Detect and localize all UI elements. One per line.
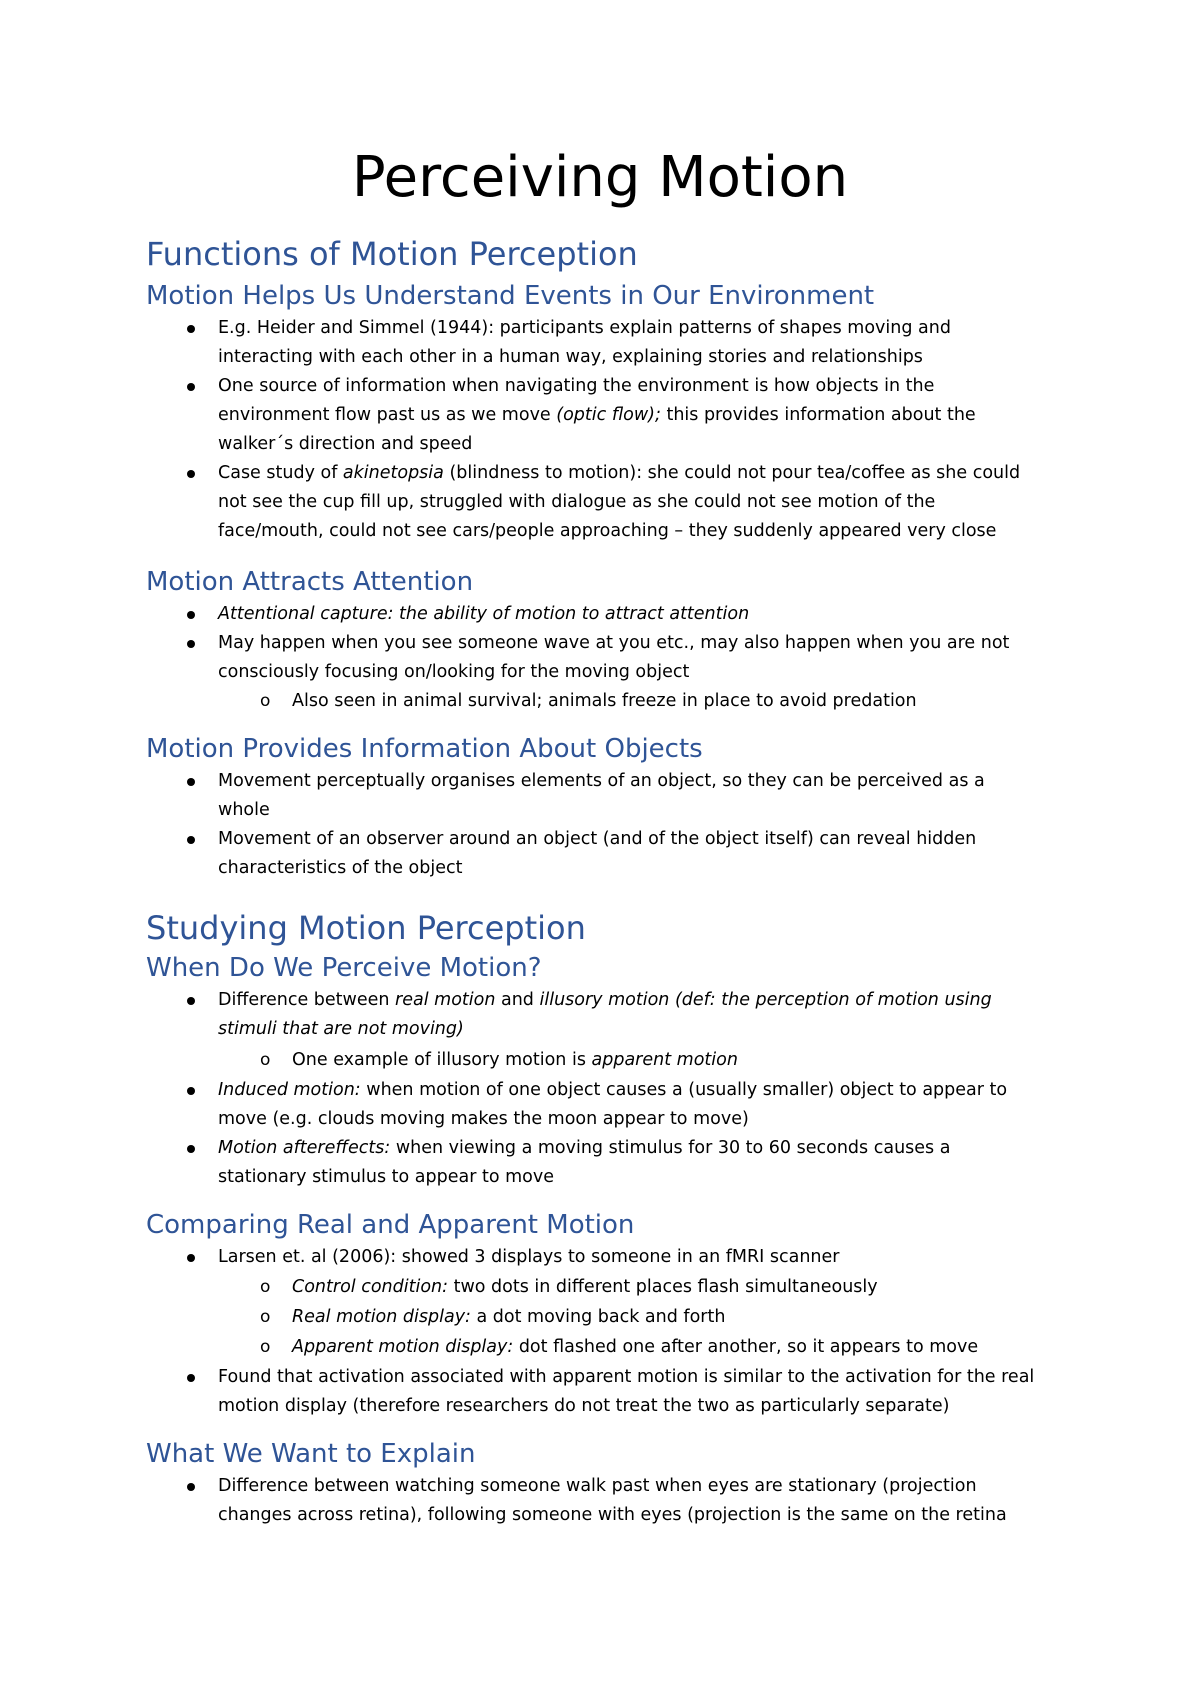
circle-bullet-icon: o bbox=[260, 1337, 271, 1357]
bullet-icon bbox=[187, 1374, 195, 1382]
subheading-what-we-want-to-explain: What We Want to Explain bbox=[146, 1439, 476, 1469]
sub-list-item: o Also seen in animal survival; animals freeze in place to avoid predation bbox=[292, 687, 917, 716]
bullet-icon bbox=[187, 1087, 195, 1095]
bullet-icon bbox=[187, 778, 195, 786]
list-item: E.g. Heider and Simmel (1944): participants explain patterns of shapes moving and interacting with each other in a human way, explaining stories and relationships bbox=[218, 314, 951, 372]
document-title: Perceiving Motion bbox=[351, 145, 849, 210]
circle-bullet-icon: o bbox=[260, 1050, 271, 1070]
subheading-motion-attracts-attention: Motion Attracts Attention bbox=[146, 567, 474, 597]
bullet-icon bbox=[187, 1145, 195, 1153]
subheading-comparing-real-and-apparent-motion: Comparing Real and Apparent Motion bbox=[146, 1210, 635, 1240]
sub-list-item: o Control condition: two dots in different places flash simultaneously bbox=[292, 1273, 878, 1302]
circle-bullet-icon: o bbox=[260, 691, 271, 711]
sub-list-item: o One example of illusory motion is apparent motion bbox=[292, 1046, 738, 1075]
list-item: Induced motion: when motion of one object causes a (usually smaller) object to appear to move (e.g. clouds moving makes the moon appear to move) bbox=[218, 1076, 1007, 1134]
heading-functions-of-motion-perception: Functions of Motion Perception bbox=[146, 235, 638, 273]
subheading-motion-helps-understand-events: Motion Helps Us Understand Events in Our Environment bbox=[146, 281, 875, 311]
list-item: May happen when you see someone wave at you etc., may also happen when you are not consciously focusing on/looking for the moving object bbox=[218, 629, 1009, 687]
bullet-icon bbox=[187, 383, 195, 391]
bullet-icon bbox=[187, 1254, 195, 1262]
list-item: Movement perceptually organises elements of an object, so they can be perceived as a whole bbox=[218, 767, 985, 825]
list-item: One source of information when navigating the environment is how objects in the environment flow past us as we move (optic flow); this provides information about the walker´s direction and speed bbox=[218, 372, 976, 459]
subheading-motion-provides-information: Motion Provides Information About Objects bbox=[146, 734, 703, 764]
list-item: Larsen et. al (2006): showed 3 displays to someone in an fMRI scanner bbox=[218, 1243, 839, 1272]
subheading-when-do-we-perceive-motion: When Do We Perceive Motion? bbox=[146, 953, 542, 983]
bullet-icon bbox=[187, 1483, 195, 1491]
bullet-icon bbox=[187, 997, 195, 1005]
circle-bullet-icon: o bbox=[260, 1307, 271, 1327]
list-item: Difference between watching someone walk past when eyes are stationary (projection changes across retina), following someone with eyes (projection is the same on the retina bbox=[218, 1472, 1007, 1530]
list-item: Movement of an observer around an object (and of the object itself) can reveal hidden characteristics of the object bbox=[218, 825, 976, 883]
sub-list-item: o Apparent motion display: dot flashed one after another, so it appears to move bbox=[292, 1333, 978, 1362]
bullet-icon bbox=[187, 640, 195, 648]
list-item: Attentional capture: the ability of motion to attract attention bbox=[218, 600, 749, 629]
bullet-icon bbox=[187, 470, 195, 478]
bullet-icon bbox=[187, 611, 195, 619]
list-item: Difference between real motion and illusory motion (def: the perception of motion using stimuli that are not moving) bbox=[218, 986, 992, 1044]
bullet-icon bbox=[187, 325, 195, 333]
list-item: Case study of akinetopsia (blindness to motion): she could not pour tea/coffee as she could not see the cup fill up, struggled with dialogue as she could not see motion of the face/mouth, could not see cars/people approaching – they suddenly appeared very close bbox=[218, 459, 1020, 546]
list-item: Motion aftereffects: when viewing a moving stimulus for 30 to 60 seconds causes a stationary stimulus to appear to move bbox=[218, 1134, 950, 1192]
list-item: Found that activation associated with apparent motion is similar to the activation for the real motion display (therefore researchers do not treat the two as particularly separate) bbox=[218, 1363, 1034, 1421]
circle-bullet-icon: o bbox=[260, 1277, 271, 1297]
heading-studying-motion-perception: Studying Motion Perception bbox=[146, 909, 586, 947]
sub-list-item: o Real motion display: a dot moving back and forth bbox=[292, 1303, 725, 1332]
bullet-icon bbox=[187, 836, 195, 844]
